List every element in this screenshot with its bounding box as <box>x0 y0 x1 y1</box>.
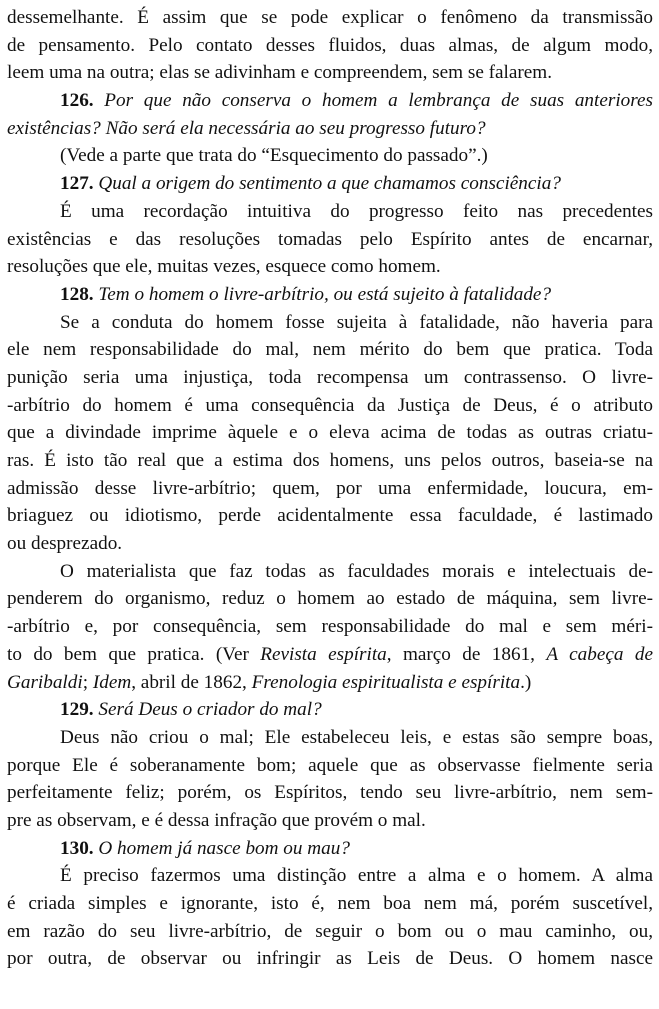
answer-text <box>7 641 653 669</box>
answer-text: briaguez ou idiotismo, perde acidentalmente essa faculdade, é lastimado <box>7 505 653 527</box>
question-number: 127. <box>60 173 94 195</box>
question-128 <box>7 281 653 309</box>
text-line: dessemelhante. É assim que se pode explicar o fenômeno da transmissão <box>7 7 653 28</box>
question-number: 129. <box>60 699 94 721</box>
question-text: Tem o homem o livre-arbítrio, ou está sujeito à fatalidade? <box>98 283 552 305</box>
question-number: 126. <box>60 90 94 112</box>
text-run: , março de 1861, <box>386 643 547 665</box>
question-text: Será Deus o criador do mal? <box>98 699 322 721</box>
answer-text: Se a conduta do homem fosse sujeita à fatalidade, não haveria para <box>60 311 653 333</box>
answer-text: É uma recordação intuitiva do progresso feito nas precedentes <box>60 200 653 222</box>
question-126 <box>7 87 653 115</box>
question-text: Por que não conserva o homem a lembrança de suas anteriores <box>104 90 654 112</box>
answer-text: ou desprezado. <box>7 533 123 555</box>
answer-text: ras. É isto tão real que a estima dos homens, uns pelos outros, baseia-se na <box>7 450 653 471</box>
answer-text: em razão do seu livre-arbítrio, de seguir o bom ou o mau caminho, ou, <box>7 920 653 942</box>
answer-text: -arbítrio do homem é uma consequência da Justiça de Deus, é o atributo <box>7 394 653 416</box>
answer-text: resoluções que ele, muitas vezes, esquece como homem. <box>7 256 441 278</box>
question-text: existências? Não será ela necessária ao seu progresso futuro? <box>7 117 486 139</box>
answer-text: O materialista que faz todas as faculdades morais e intelectuais de- <box>60 560 653 582</box>
question-text: Qual a origem do sentimento a que chamamos consciência? <box>98 173 561 195</box>
question-number: 128. <box>60 283 94 305</box>
text-run: to do bem que pratica. (Ver <box>7 643 261 665</box>
text-run: ; <box>82 671 93 693</box>
question-129 <box>7 696 653 724</box>
citation-title: Revista espírita <box>260 643 387 665</box>
answer-text: por outra, de observar ou infringir as Leis de Deus. O homem nasce <box>7 948 653 970</box>
answer-text: (Vede a parte que trata do “Esquecimento do passado”.) <box>60 145 488 167</box>
text-line: de pensamento. Pelo contato desses fluidos, duas almas, de algum modo, <box>7 34 653 56</box>
answer-text <box>7 669 653 697</box>
answer-text: perfeitamente feliz; porém, os Espíritos, tendo seu livre-arbítrio, nem sem- <box>7 782 653 804</box>
text-run: .) <box>520 671 532 693</box>
text-run: , abril de 1862, <box>131 671 252 693</box>
citation-title: Frenologia espiritualista e espírita <box>251 671 521 693</box>
answer-text: existências e das resoluções tomadas pelo Espírito antes de encarnar, <box>7 228 653 250</box>
question-130 <box>7 835 653 863</box>
answer-text: admissão desse livre-arbítrio; quem, por uma enfermidade, loucura, em- <box>7 477 653 499</box>
answer-text: é criada simples e ignorante, isto é, nem boa nem má, porém suscetível, <box>7 893 653 914</box>
answer-text: É preciso fazermos uma distinção entre a alma e o homem. A alma <box>60 865 653 887</box>
answer-text: porque Ele é soberanamente bom; aquele que as observasse fielmente seria <box>7 754 653 776</box>
question-text: O homem já nasce bom ou mau? <box>98 837 350 859</box>
answer-text: -arbítrio e, por consequência, sem responsabilidade do mal e sem méri- <box>7 616 653 638</box>
answer-text: punição seria uma injustiça, toda recompensa um contrassenso. O livre- <box>7 366 653 388</box>
citation-title: Idem <box>92 671 132 693</box>
answer-text: ele nem responsabilidade do mal, nem mérito do bem que pratica. Toda <box>7 339 653 361</box>
question-127 <box>7 170 653 198</box>
answer-text: penderem do organismo, reduz o homem ao estado de máquina, sem livre- <box>7 588 653 610</box>
question-number: 130. <box>60 837 94 859</box>
answer-text: que a divindade imprime àquele e o eleva acima de todas as outras criatu- <box>7 422 653 444</box>
answer-text: Deus não criou o mal; Ele estabeleceu leis, e estas são sempre boas, <box>60 726 653 748</box>
text-line: leem uma na outra; elas se adivinham e compreendem, sem se falarem. <box>7 62 553 84</box>
citation-title: A cabeça de <box>546 643 653 665</box>
answer-text: pre as observam, e é dessa infração que provém o mal. <box>7 809 426 831</box>
citation-title: Garibaldi <box>7 671 83 693</box>
